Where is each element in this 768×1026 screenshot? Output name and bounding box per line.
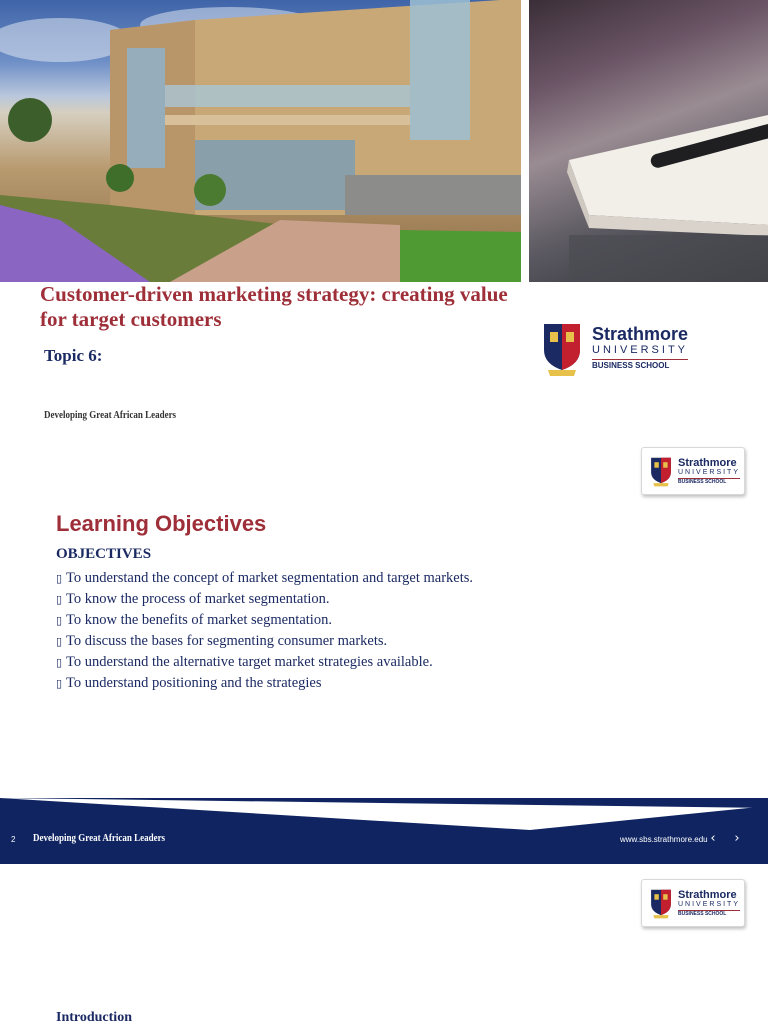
bullet-glyph: ▯: [56, 572, 63, 585]
logo-school: BUSINESS SCHOOL: [678, 478, 727, 485]
university-crest-icon: [542, 320, 582, 376]
logo-university: UNIVERSITY: [592, 344, 688, 360]
chevron-right-icon[interactable]: ›: [734, 831, 740, 846]
strathmore-logo: [542, 320, 688, 376]
logo-university: UNIVERSITY: [678, 901, 740, 911]
strathmore-logo-badge: [641, 879, 745, 927]
objective-item: ▯ To understand the concept of market segmentation and target markets.: [56, 568, 473, 589]
chevron-left-icon[interactable]: ‹: [710, 831, 716, 846]
objective-item: ▯ To discuss the bases for segmenting consumer markets.: [56, 631, 473, 652]
notebook-pen-photo: [529, 0, 768, 282]
logo-name: Strathmore: [678, 888, 737, 901]
slide-title: Customer-driven marketing strategy: creating value for target customers: [40, 282, 508, 331]
university-crest-icon: [650, 887, 672, 919]
logo-name: Strathmore: [592, 324, 689, 344]
logo-name: Strathmore: [678, 456, 737, 469]
footer-url[interactable]: www.sbs.strathmore.edu: [620, 835, 708, 844]
logo-school: BUSINESS SCHOOL: [592, 361, 670, 370]
objective-item: ▯ To know the process of market segmentation.: [56, 589, 473, 610]
logo-school: BUSINESS SCHOOL: [678, 910, 727, 917]
strathmore-logo-badge: [641, 447, 745, 495]
university-crest-icon: [650, 455, 672, 487]
footer-tagline: Developing Great African Leaders: [33, 833, 166, 844]
bullet-glyph: ▯: [56, 593, 63, 606]
logo-university: UNIVERSITY: [678, 469, 740, 479]
objectives-list: [56, 568, 473, 694]
page-number: 2: [11, 835, 16, 844]
topic-label: Topic 6:: [44, 346, 103, 365]
learning-objectives-title: Learning Objectives: [56, 511, 267, 536]
objective-item: ▯ To know the benefits of market segmentation.: [56, 610, 473, 631]
campus-building-photo: [0, 0, 521, 282]
bullet-glyph: ▯: [56, 614, 63, 627]
bullet-glyph: ▯: [56, 635, 63, 648]
bullet-glyph: ▯: [56, 677, 63, 690]
objective-item: ▯ To understand positioning and the strategies: [56, 673, 473, 694]
introduction-heading: Introduction: [56, 1010, 132, 1025]
slide-footer-band: [0, 798, 768, 864]
bullet-glyph: ▯: [56, 656, 63, 669]
slide-tagline: Developing Great African Leaders: [44, 410, 177, 421]
objectives-heading: OBJECTIVES: [56, 546, 152, 562]
objective-item: ▯ To understand the alternative target market strategies available.: [56, 652, 473, 673]
